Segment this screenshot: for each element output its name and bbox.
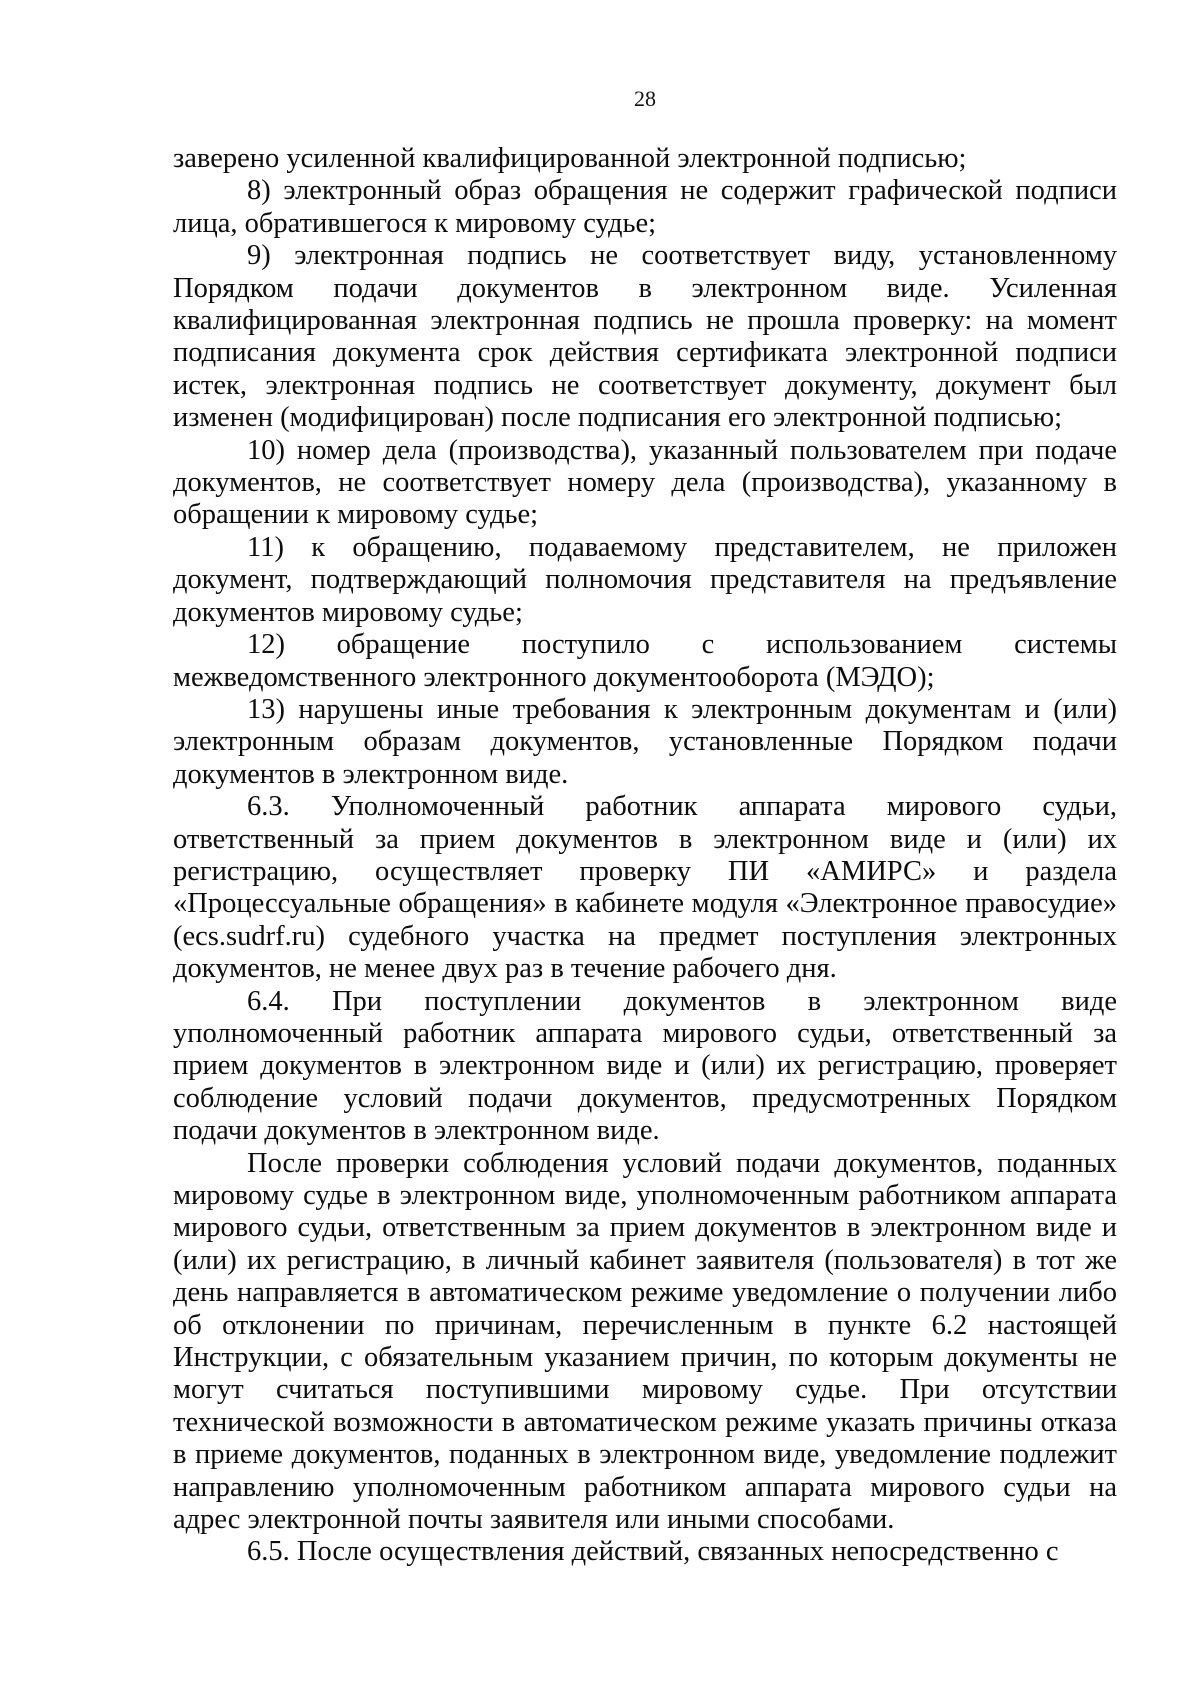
section-6-4-continued: После проверки соблюдения условий подачи документов, поданных мировому судье в электронном виде, уполномоченным работником аппарата мирового судьи, ответственным за прием документов в электронном виде и (или) их регистрацию, в личный кабинет заявителя (пользователя) в тот же день направляется в автоматическом режиме уведомление о получении либо об отклонении по причинам, перечисленным в пункте 6.2 настоящей Инструкции, с обязательным указанием причин, по которым документы не могут считаться поступившими мировому судье. При отсутствии технической возможности в автоматическом режиме указать причины отказа в приеме документов, поданных в электронном виде, уведомление подлежит направлению уполномоченным работником аппарата мирового судьи на адрес электронной почты заявителя или иными способами. [173, 1147, 1117, 1536]
list-item-11: 11) к обращению, подаваемому представителем, не приложен документ, подтверждающий полномочия представителя на предъявление документов мировому судье; [173, 531, 1117, 628]
section-6-5: 6.5. После осуществления действий, связанных непосредственно с [247, 1536, 1059, 1568]
page-number: 28 [634, 86, 656, 111]
list-item-9: 9) электронная подпись не соответствует виду, установленному Порядком подачи документов в электронном виде. Усиленная квалифицированная электронная подпись не прошла проверку: на момент подписания документа срок действия сертификата электронной подписи истек, электронная подпись не соответствует документу, документ был изменен (модифицирован) после подписания его электронной подписью; [173, 240, 1117, 434]
list-item-10: 10) номер дела (производства), указанный пользователем при подаче документов, не соответствует номеру дела (производства), указанному в обращении к мировому судье; [173, 434, 1117, 531]
section-6-3: 6.3. Уполномоченный работник аппарата мирового судьи, ответственный за прием документов в электронном виде и (или) их регистрацию, осуществляет проверку ПИ «АМИРС» и раздела «Процессуальные обращения» в кабинете модуля «Электронное правосудие» (ecs.sudrf.ru) судебного участка на предмет поступления электронных документов, не менее двух раз в течение рабочего дня. [173, 791, 1117, 985]
document-body [173, 143, 1117, 1569]
list-item-13: 13) нарушены иные требования к электронным документам и (или) электронным образам документов, установленные Порядком подачи документов в электронном виде. [173, 693, 1117, 790]
paragraph-continuation: заверено усиленной квалифицированной электронной подписью; [173, 143, 967, 174]
list-item-12: 12) обращение поступило с использованием системы межведомственного электронного документооборота (МЭДО); [173, 629, 1117, 693]
section-6-4: 6.4. При поступлении документов в электронном виде уполномоченный работник аппарата мирового судьи, ответственный за прием документов в электронном виде и (или) их регистрацию, проверяет соблюдение условий подачи документов, предусмотренных Порядком подачи документов в электронном виде. [173, 985, 1117, 1147]
list-item-8: 8) электронный образ обращения не содержит графической подписи лица, обратившегося к мировому судье; [173, 175, 1117, 239]
